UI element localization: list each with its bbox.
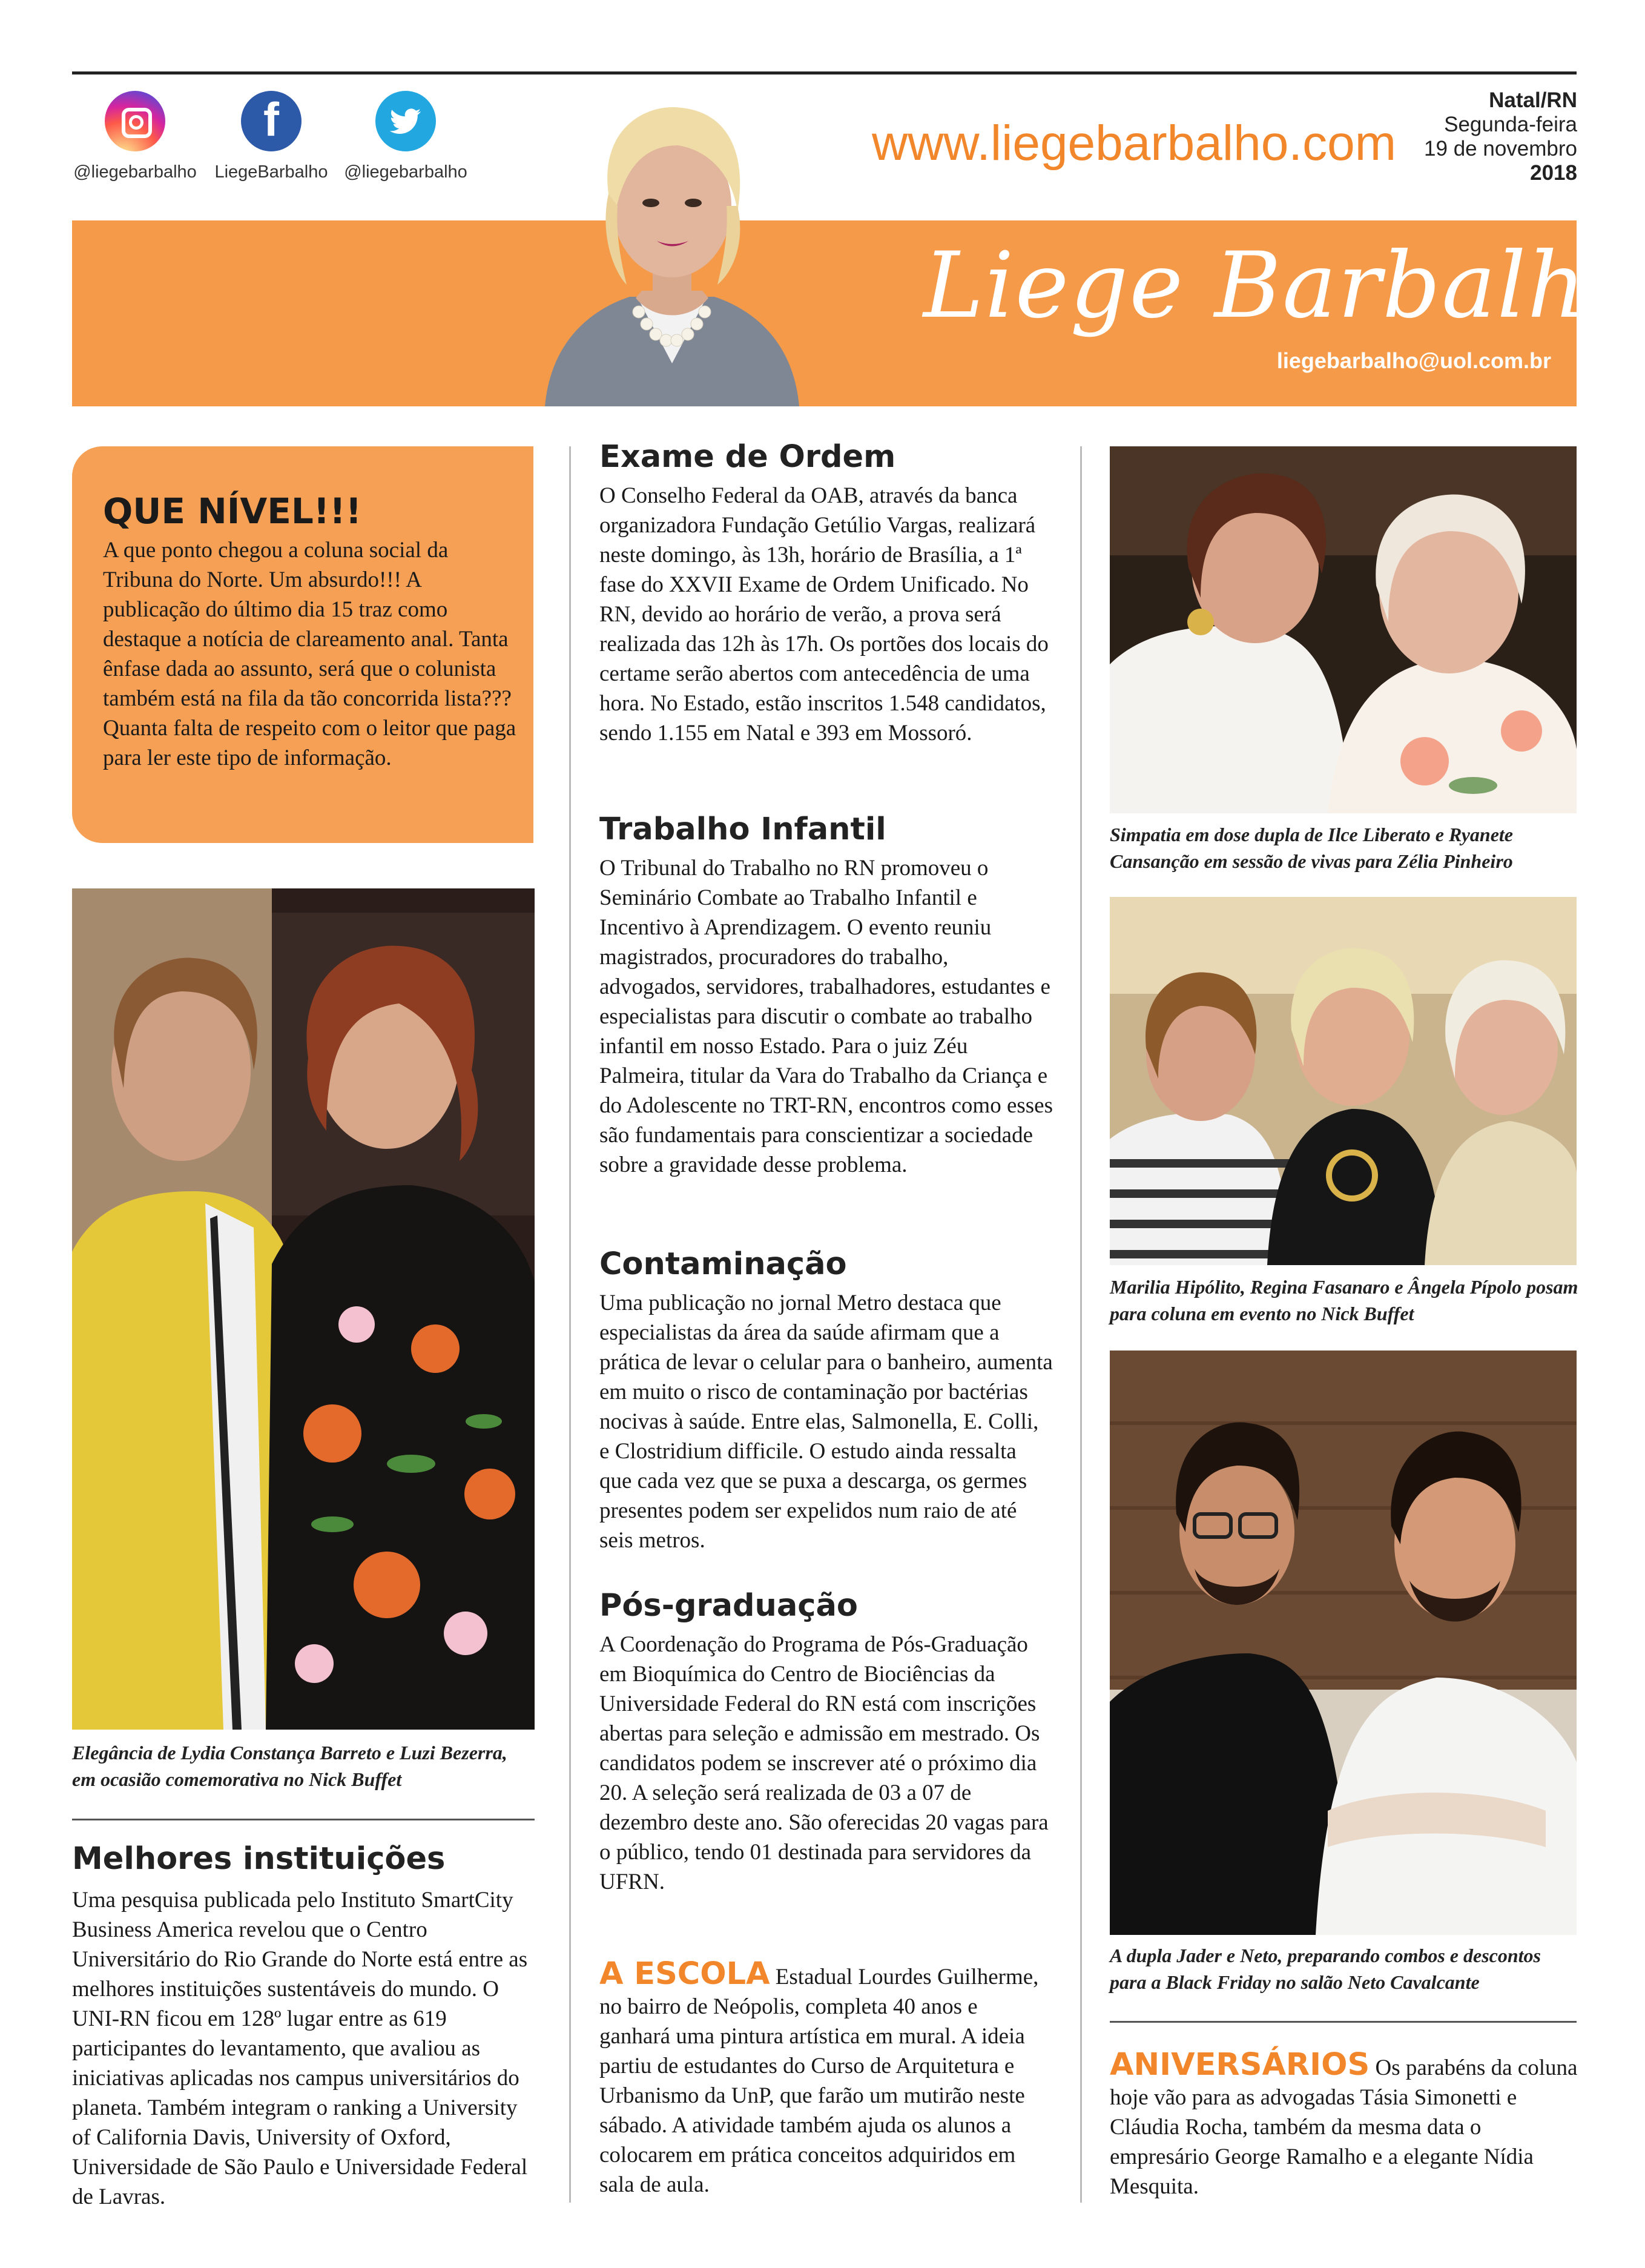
twitter-icon — [375, 91, 436, 151]
caption-right-photo-1: Simpatia em dose dupla de Ilce Liberato e Ryanete Cansanção em sessão de vivas para Zélia Pinheiro — [1110, 824, 1513, 872]
article-title-contaminacao: Contaminação — [599, 1246, 847, 1282]
email-link[interactable]: liegebarbalho@uol.com.br — [1276, 348, 1551, 373]
article-text-melhores: Uma pesquisa publicada pelo Instituto SmartCity Business America revelou que o Centro Universitário do Rio Grande do Norte está entre as melhores instituições sustentáveis do mundo. O UNI-RN ficou em 128º lugar entre as 619 participantes do levantamento, que avaliou as iniciativas aplicadas nos campus universitários do planeta. Também integram o ranking a University of California Davis, University of Oxford, Universidade de São Paulo e Universidade Federal de Lavras. — [72, 1888, 528, 2209]
caption-left-photo: Elegância de Lydia Constança Barreto e Luzi Bezerra, em ocasião comemorativa no Nick Buffet — [72, 1742, 507, 1790]
top-rule — [72, 71, 1577, 74]
article-title-trabalho: Trabalho Infantil — [599, 812, 886, 847]
instagram-link[interactable] — [62, 91, 208, 182]
instagram-icon — [105, 91, 165, 151]
facebook-icon: f — [241, 91, 302, 151]
photo-lydia-luzi — [72, 888, 535, 1730]
caption-right-photo-3: A dupla Jader e Neto, preparando combos e descontos para a Black Friday no salão Neto Cavalcante — [1110, 1945, 1541, 1993]
caption-right-photo-2: Marilia Hipólito, Regina Fasanaro e Ângela Pípolo posam para coluna em evento no Nick Buffet — [1110, 1276, 1578, 1324]
article-text-contaminacao: Uma publicação no jornal Metro destaca que especialistas da área da saúde afirmam que a prática de levar o celular para o banheiro, aumenta em muito o risco de contaminação por bactérias nocivas à saúde. Entre elas, Salmonella, E. Colli, e Clostridium difficile. O estudo ainda ressalta que cada vez que se puxa a descarga, os germes presentes podem ser expelidos num raio de até seis metros. — [599, 1291, 1053, 1553]
article-text-pos: A Coordenação do Programa de Pós-Graduação em Bioquímica do Centro de Biociências da Universidade Federal do RN está com inscrições abertas para seleção e admissão em mestrado. Os candidatos podem se inscrever até o próximo dia 20. A seleção será realizada de 03 a 07 de dezembro deste ano. São oferecidas 20 vagas para o público, tendo 01 destinada para servidores da UFRN. — [599, 1632, 1049, 1894]
left-rule — [72, 1819, 535, 1820]
right-rule — [1110, 2021, 1577, 2023]
article-escola — [599, 1956, 1053, 2200]
column-divider-right — [1080, 446, 1082, 2203]
twitter-handle: @liegebarbalho — [344, 162, 467, 182]
article-lead-aniversarios: ANIVERSÁRIOS — [1110, 2047, 1370, 2083]
photo-ilce-ryanete — [1110, 446, 1577, 813]
edition-info — [1424, 88, 1577, 185]
instagram-handle: @liegebarbalho — [73, 162, 197, 182]
edition-date: 19 de novembro — [1424, 137, 1577, 160]
article-text-exame: O Conselho Federal da OAB, através da banca organizadora Fundação Getúlio Vargas, realizará neste domingo, às 13h, horário de Brasília, a 1ª fase do XXVII Exame de Ordem Unificado. No RN, devido ao horário de verão, a prova será realizada das 12h às 17h. Os portões dos locais do certame serão abertos com antecedência de uma hora. No Estado, estão inscritos 1.548 candidatos, sendo 1.155 em Natal e 393 em Mossoró. — [599, 483, 1049, 746]
edition-year: 2018 — [1530, 161, 1577, 185]
article-text-trabalho: O Tribunal do Trabalho no RN promoveu o Seminário Combate ao Trabalho Infantil e Incentivo à Aprendizagem. O evento reuniu magistrados, procuradores do trabalho, advogados, servidores, trabalhadores, estudantes e especialistas para discutir o combate ao trabalho infantil em nosso Estado. Para o juiz Zéu Palmeira, titular da Vara do Trabalho da Criança e do Adolescente no TRT-RN, encontros como esses são fundamentais para conscientizar a sociedade sobre a gravidade desse problema. — [599, 856, 1053, 1177]
photo-marilia-regina-angela — [1110, 897, 1577, 1265]
article-lead-escola: A ESCOLA — [599, 1956, 770, 1992]
article-title-exame: Exame de Ordem — [599, 439, 896, 475]
edition-city: Natal/RN — [1489, 88, 1577, 112]
article-title-melhores: Melhores instituições — [72, 1841, 446, 1877]
facebook-link[interactable] — [199, 91, 344, 182]
highlight-text: A que ponto chegou a coluna social da Tribuna do Norte. Um absurdo!!! A publicação do último dia 15 traz como destaque a notícia de clareamento anal. Tanta ênfase dada ao assunto, será que o colunista também está na fila da tão concorrida lista??? Quanta falta de respeito com o leitor que paga para ler este tipo de informação. — [103, 538, 516, 770]
columnist-portrait — [509, 79, 836, 406]
column-divider-left — [569, 446, 571, 2203]
article-text-aniversarios: Os parabéns da coluna hoje vão para as advogadas Tásia Simonetti e Cláudia Rocha, também da mesma data o empresário George Ramalho e a elegante Nídia Mesquita. — [1110, 2055, 1578, 2199]
photo-jader-neto — [1110, 1351, 1577, 1935]
column-brand: Liege Barbalho — [923, 233, 1643, 339]
article-aniversarios — [1110, 2047, 1579, 2201]
twitter-link[interactable] — [333, 91, 478, 182]
highlight-title: QUE NÍVEL!!! — [103, 491, 362, 532]
article-text-escola: Estadual Lourdes Guilherme, no bairro de Neópolis, completa 40 anos e ganhará uma pintura artística em mural. A ideia partiu de estudantes do Curso de Arquitetura e Urbanismo da UnP, que farão um mutirão neste sábado. A atividade também ajuda os alunos a colocarem em prática conceitos adquiridos em sala de aula. — [599, 1965, 1039, 2197]
facebook-handle: LiegeBarbalho — [214, 162, 328, 182]
article-title-pos: Pós-graduação — [599, 1588, 858, 1624]
website-link[interactable]: www.liegebarbalho.com — [872, 116, 1397, 171]
edition-weekday: Segunda-feira — [1444, 113, 1577, 136]
